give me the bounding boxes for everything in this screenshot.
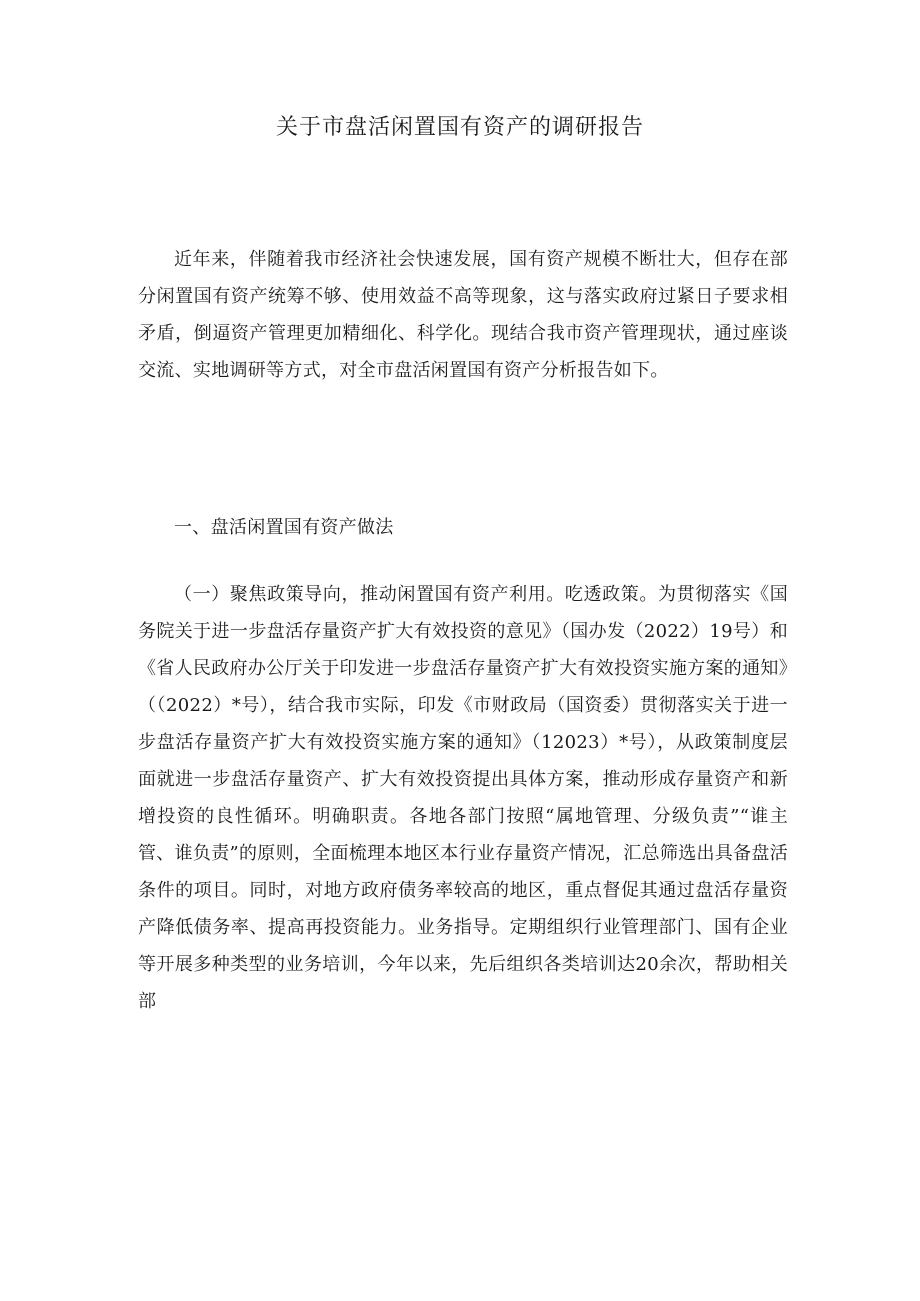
document-title: 关于市盘活闲置国有资产的调研报告 [275,115,644,140]
body-paragraph: （一）聚焦政策导向，推动闲置国有资产利用。吃透政策。为贯彻落实《国务院关于进一步盘活存量资产扩大有效投资的意见》（国办发（2022）19号）和《省人民政府办公厅关于印发进一步盘活存量资产扩大有效投资实施方案的通知》（（2022）*号），结合我市实际，印发《市财政局（国资委）贯彻落实关于进一步盘活存量资产扩大有效投资实施方案的通知》（12023）*号），从政策制度层面就进一步盘活存量资产、扩大有效投资提出具体方案，推动形成存量资产和新增投资的良性循环。明确职责。各地各部门按照“属地管理、分级负责”“谁主管、谁负责”的原则，全面梳理本地区本行业存量资产情况，汇总筛选出具备盘活条件的项目。同时，对地方政府债务率较高的地区，重点督促其通过盘活存量资产降低债务率、提高再投资能力。业务指导。定期组织行业管理部门、国有企业等开展多种类型的业务培训，今年以来，先后组织各类培训达20余次，帮助相关部 [138,584,788,1012]
section-heading: 一、盘活闲置国有资产做法 [174,517,394,538]
intro-paragraph: 近年来，伴随着我市经济社会快速发展，国有资产规模不断壮大，但存在部分闲置国有资产统筹不够、使用效益不高等现象，这与落实政府过紧日子要求相矛盾，倒逼资产管理更加精细化、科学化。现结合我市资产管理现状，通过座谈交流、实地调研等方式，对全市盘活闲置国有资产分析报告如下。 [138,249,788,381]
